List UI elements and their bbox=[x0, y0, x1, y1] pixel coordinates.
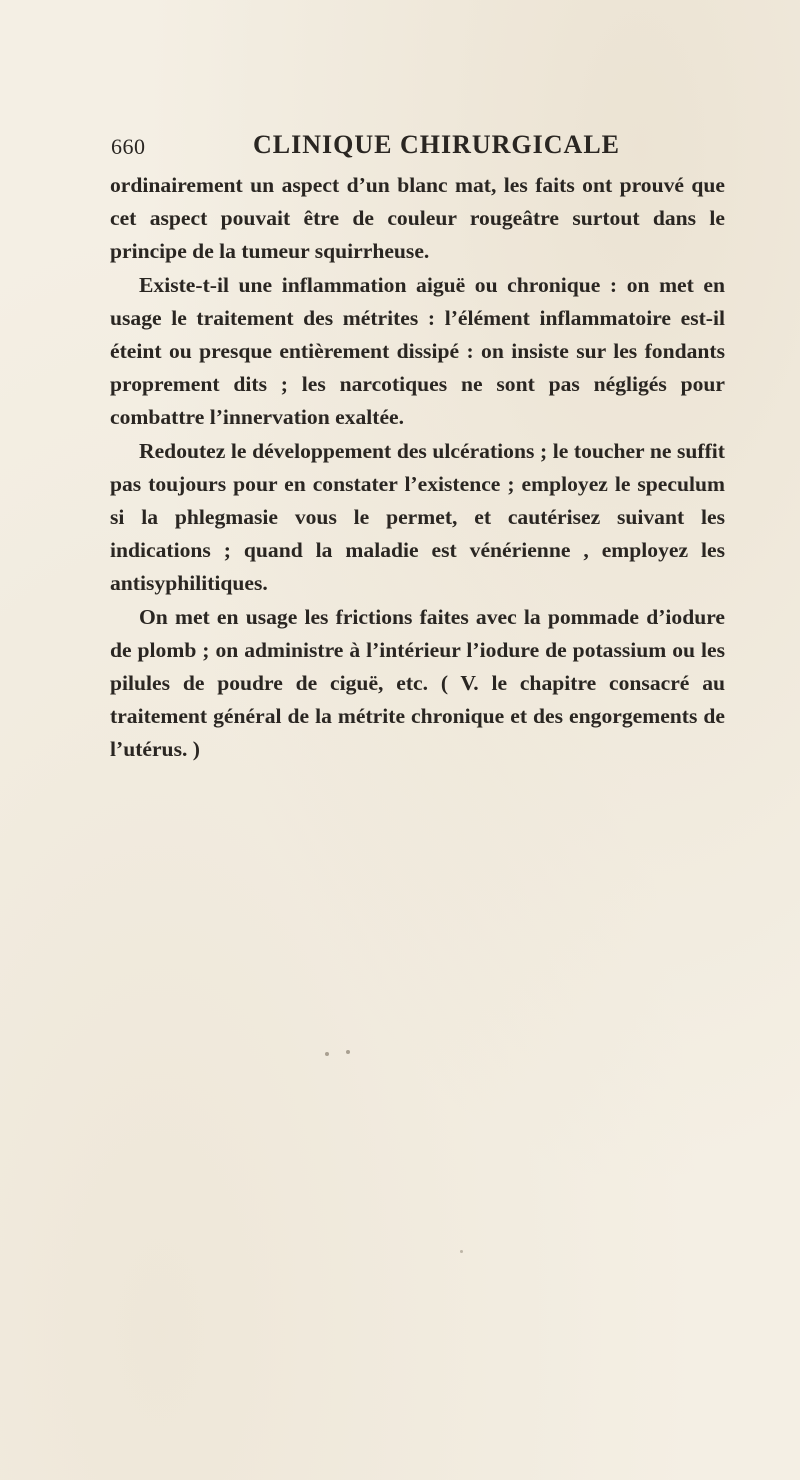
paper-speck bbox=[460, 1250, 463, 1253]
page-number: 660 bbox=[111, 134, 146, 159]
paragraph-1: ordinairement un aspect d’un blanc mat, les faits ont prouvé que cet aspect pouvait être de couleur rougeâtre surtout dans le principe de la tumeur squirrheuse. bbox=[110, 173, 725, 264]
running-head: CLINIQUE CHIRURGICALE bbox=[253, 130, 620, 159]
paragraph-4: On met en usage les frictions faites avec la pommade d’iodure de plomb ; on administre à l’intérieur l’iodure de potassium ou les pilules de poudre de ciguë, etc. ( V. le chapitre consacré au traitement général de la métrite chronique et des engorgements de l’utérus. ) bbox=[110, 604, 725, 762]
body-text bbox=[110, 169, 725, 767]
page-header bbox=[111, 130, 711, 162]
paragraph-2: Existe-t-il une inflammation aiguë ou chronique : on met en usage le traitement des métrites : l’élément inflammatoire est-il éteint ou presque entièrement dissipé : on insiste sur les fondants proprement dits ; les narcotiques ne sont pas négligés pour combattre l’innervation exaltée. bbox=[110, 272, 725, 430]
paper-speck bbox=[346, 1050, 350, 1054]
paragraph-3: Redoutez le développement des ulcérations ; le toucher ne suffit pas toujours pour en constater l’existence ; employez le speculum si la phlegmasie vous le permet, et cautérisez suivant les indications ; quand la maladie est vénérienne , employez les antisyphilitiques. bbox=[110, 438, 725, 596]
paper-speck bbox=[325, 1052, 329, 1056]
